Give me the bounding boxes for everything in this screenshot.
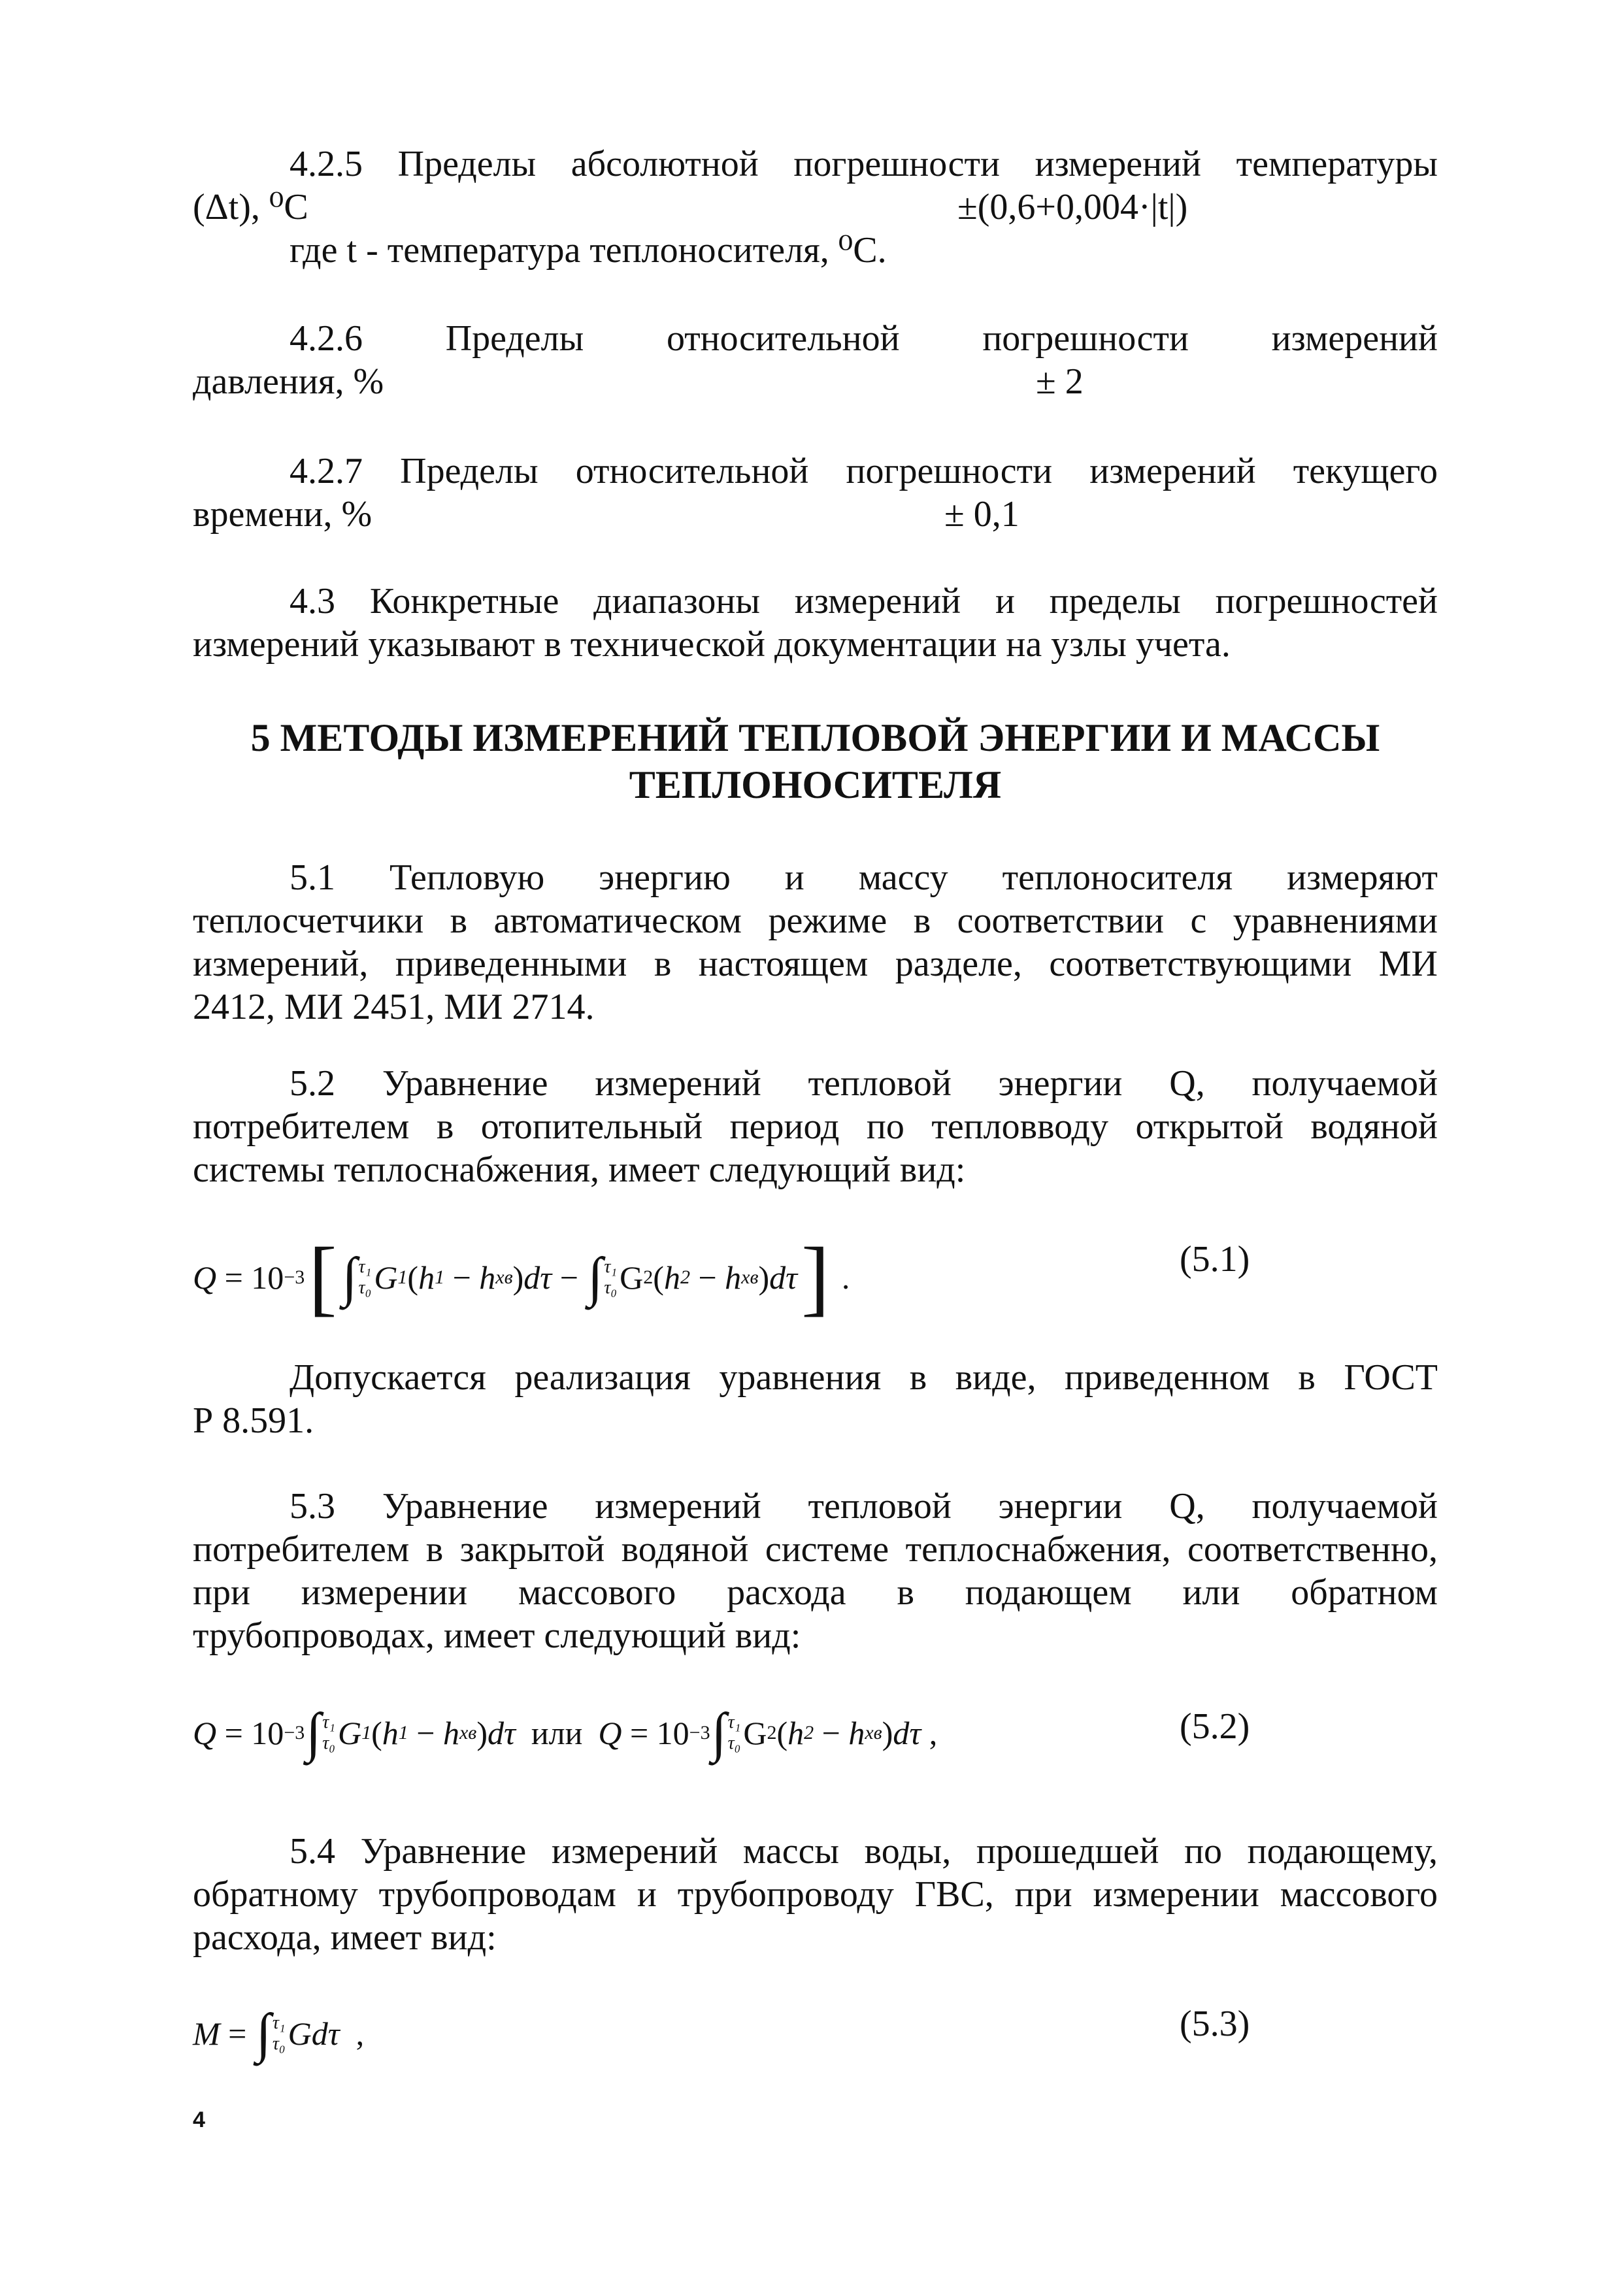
p425-line2-right: ±(0,6+0,004·|t|): [957, 187, 1188, 227]
formula-5-1: Q = 10 −3 [ ∫ τ₁ τ₀ G 1 ( h 1 − h хв ) dτ − ∫ τ₁ τ₀ G 2 ( h 2 − h хв ) dτ ] .: [193, 1230, 850, 1325]
p54-line2: обратному трубопроводам и трубопроводу ГВС, при измерении массового: [193, 1874, 1438, 1915]
section-5-heading: [193, 714, 1438, 808]
formula-5-3-number: (5.3): [1180, 2004, 1250, 2044]
page-number: 4: [193, 2107, 205, 2132]
p426-line2-right: ± 2: [1036, 361, 1084, 402]
p53-line1: 5.3 Уравнение измерений тепловой энергии Q, получаемой: [290, 1486, 1438, 1527]
paragraph-5-2-note: [193, 1356, 1438, 1442]
p425-line2-left: (Δt), ⁰С: [193, 187, 308, 227]
p54-line1: 5.4 Уравнение измерений массы воды, прошедшей по подающему,: [290, 1831, 1438, 1872]
p427-line2-right: ± 0,1: [944, 494, 1019, 535]
p52b-line1: Допускается реализация уравнения в виде, приведенном в ГОСТ: [290, 1357, 1438, 1398]
p425-line1: 4.2.5 Пределы абсолютной погрешности измерений температуры: [290, 144, 1438, 184]
p53-line3: при измерении массового расхода в подающем или обратном: [193, 1572, 1438, 1613]
p53-line2: потребителем в закрытой водяной системе теплоснабжения, соответственно,: [193, 1529, 1438, 1570]
p51-line3: измерений, приведенными в настоящем разделе, соответствующими МИ: [193, 944, 1438, 984]
p52-line2: потребителем в отопительный период по тепловводу открытой водяной: [193, 1106, 1438, 1147]
section5-title-line2: ТЕПЛОНОСИТЕЛЯ: [629, 763, 1002, 806]
p52-line1: 5.2 Уравнение измерений тепловой энергии Q, получаемой: [290, 1063, 1438, 1104]
p426-line1: 4.2.6 Пределы относительной погрешности измерений: [290, 318, 1438, 359]
p425-line3: где t - температура теплоносителя, ⁰С.: [290, 230, 887, 271]
formula-5-2-connector: или: [531, 1715, 583, 1751]
paragraph-5-3: [193, 1485, 1438, 1657]
p43-line1: 4.3 Конкретные диапазоны измерений и пределы погрешностей: [290, 581, 1438, 621]
paragraph-5-1: [193, 856, 1438, 1029]
p53-line4: трубопроводах, имеет следующий вид:: [193, 1615, 801, 1656]
formula-5-2-number: (5.2): [1180, 1706, 1250, 1747]
paragraph-4-3: [193, 580, 1438, 666]
formula-5-3: M = ∫ τ₁ τ₀ Gdτ ,: [193, 2003, 365, 2064]
p52-line3: системы теплоснабжения, имеет следующий вид:: [193, 1149, 966, 1190]
paragraph-4-2-7: [193, 450, 1438, 536]
p43-line2: измерений указывают в технической документации на узлы учета.: [193, 624, 1231, 665]
p51-line1: 5.1 Тепловую энергию и массу теплоносителя измеряют: [290, 857, 1438, 898]
formula-5-2: Q = 10 −3 ∫ τ₁ τ₀ G 1 ( h 1 − h хв ) dτ или Q = 10 −3 ∫ τ₁ τ₀ G 2 ( h 2 − h хв ) dτ ,: [193, 1702, 938, 1763]
p52b-line2: Р 8.591.: [193, 1400, 314, 1441]
p426-line2-left: давления, %: [193, 361, 384, 402]
p54-line3: расхода, имеет вид:: [193, 1917, 497, 1958]
paragraph-4-2-5: [193, 142, 1438, 272]
paragraph-5-4: [193, 1830, 1438, 1959]
p51-line2: теплосчетчики в автоматическом режиме в соответствии с уравнениями: [193, 900, 1438, 941]
p427-line1: 4.2.7 Пределы относительной погрешности измерений текущего: [290, 451, 1438, 491]
p51-line4: 2412, МИ 2451, МИ 2714.: [193, 987, 595, 1027]
p427-line2-left: времени, %: [193, 494, 373, 535]
section5-title-line1: 5 МЕТОДЫ ИЗМЕРЕНИЙ ТЕПЛОВОЙ ЭНЕРГИИ И МАССЫ: [250, 716, 1380, 759]
paragraph-5-2: [193, 1062, 1438, 1191]
formula-5-1-number: (5.1): [1180, 1239, 1250, 1280]
paragraph-4-2-6: [193, 317, 1438, 403]
